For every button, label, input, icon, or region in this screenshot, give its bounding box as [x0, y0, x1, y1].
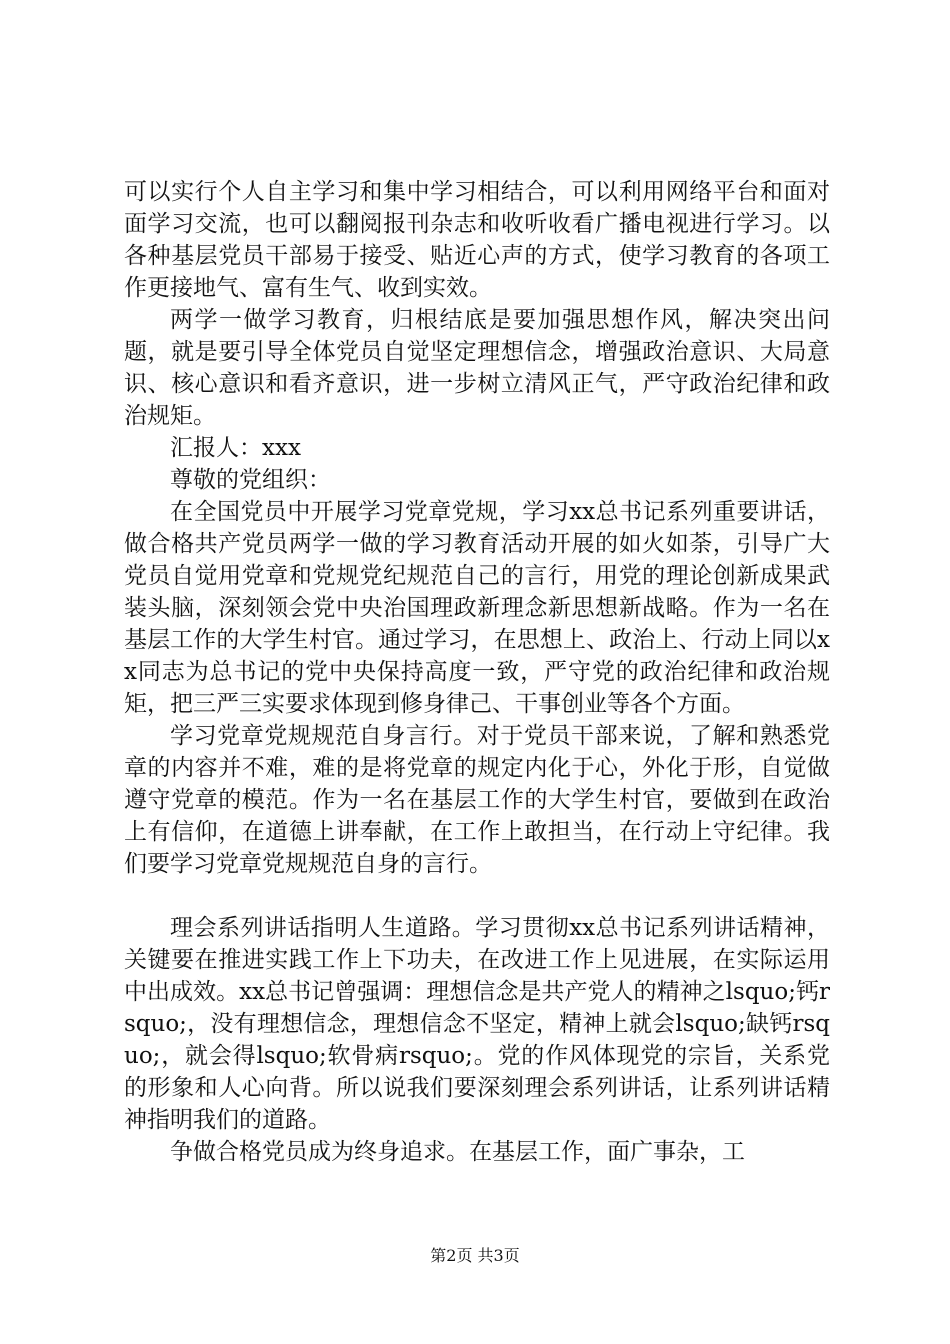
- paragraph-two-study: 两学一做学习教育，归根结底是要加强思想作风，解决突出问题，就是要引导全体党员自觉坚定理想信念，增强政治意识、大局意识、核心意识和看齐意识，进一步树立清风正气，严守政治纪律和政治规矩。: [124, 307, 830, 429]
- document-body: [124, 176, 830, 1168]
- page-number-footer: 第2页 共3页: [430, 1246, 520, 1265]
- salutation-line: 尊敬的党组织：: [170, 467, 331, 493]
- reporter-line: 汇报人：xxx: [170, 435, 301, 461]
- paragraph-party-rules: 学习党章党规规范自身言行。对于党员干部来说，了解和熟悉党章的内容并不难，难的是将党章的规定内化于心，外化于形，自觉做遵守党章的模范。作为一名在基层工作的大学生村官，要做到在政治上有信仰，在道德上讲奉献，在工作上敢担当，在行动上守纪律。我们要学习党章党规规范自身的言行。: [124, 723, 830, 877]
- paragraph-intro: 在全国党员中开展学习党章党规，学习xx总书记系列重要讲话，做合格共产党员两学一做的学习教育活动开展的如火如荼，引导广大党员自觉用党章和党规党纪规范自己的言行，用党的理论创新成果武装头脑，深刻领会党中央治国理政新理念新思想新战略。作为一名在基层工作的大学生村官。通过学习，在思想上、政治上、行动上同以xx同志为总书记的党中央保持高度一致，严守党的政治纪律和政治规矩，把三严三实要求体现到修身律己、干事创业等各个方面。: [124, 499, 830, 717]
- paragraph-qualified-member: 争做合格党员成为终身追求。在基层工作，面广事杂，工: [170, 1139, 745, 1165]
- paragraph-continuation: 可以实行个人自主学习和集中学习相结合，可以利用网络平台和面对面学习交流，也可以翻阅报刊杂志和收听收看广播电视进行学习。以各种基层党员干部易于接受、贴近心声的方式，使学习教育的各项工作更接地气、富有生气、收到实效。: [124, 179, 830, 301]
- paragraph-speeches: 理会系列讲话指明人生道路。学习贯彻xx总书记系列讲话精神，关键要在推进实践工作上下功夫，在改进工作上见进展，在实际运用中出成效。xx总书记曾强调：理想信念是共产党人的精神之lsquo;钙rsquo;，没有理想信念，理想信念不坚定，精神上就会lsquo;缺钙rsquo;，就会得lsquo;软骨病rsquo;。党的作风体现党的宗旨，关系党的形象和人心向背。所以说我们要深刻理会系列讲话，让系列讲话精神指明我们的道路。: [124, 915, 830, 1133]
